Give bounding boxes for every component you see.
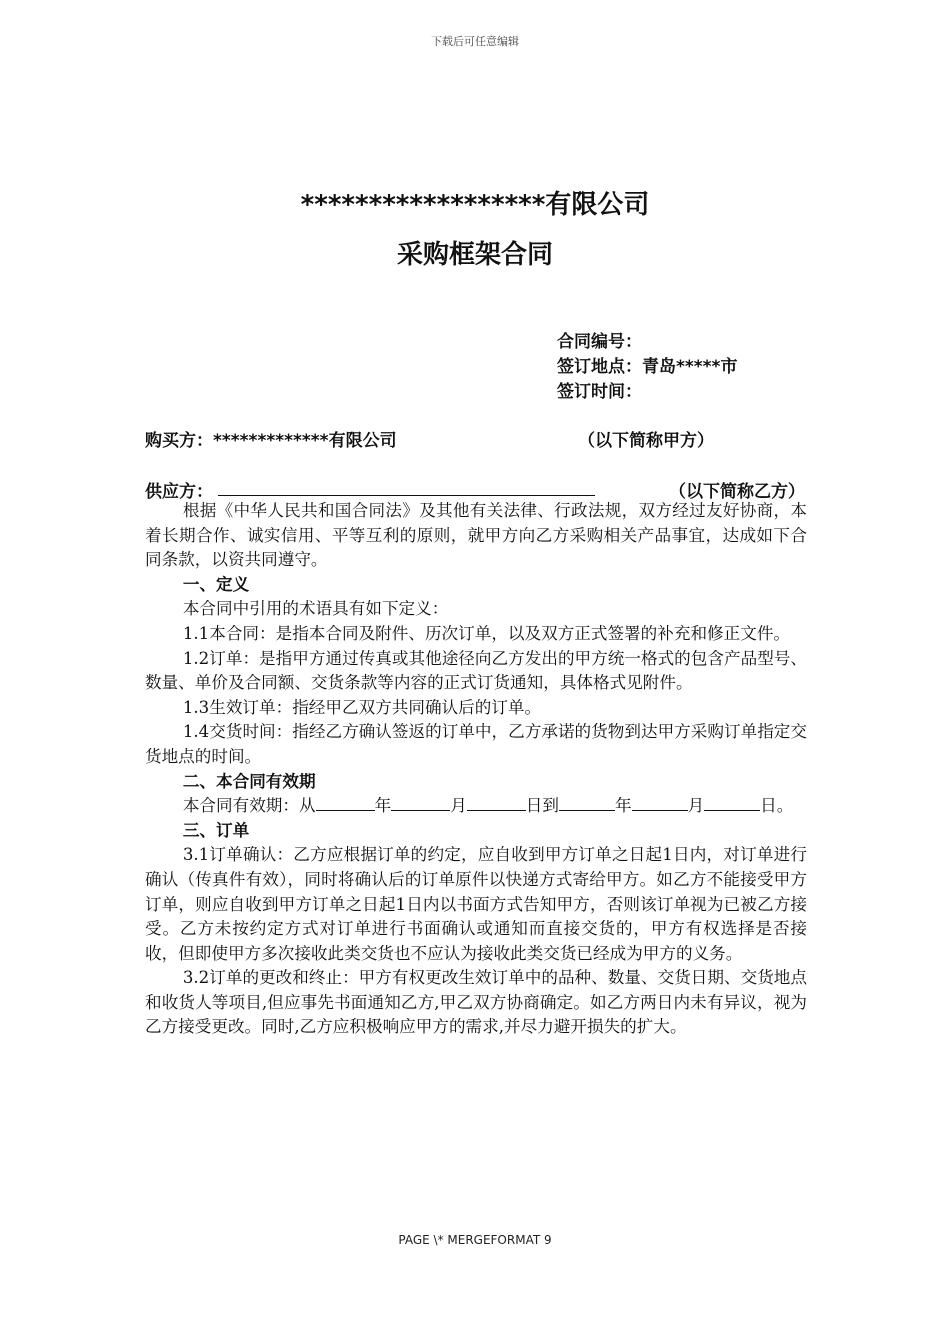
buyer-line (145, 426, 805, 450)
contract-number: 合同编号： (557, 332, 642, 352)
header-note: 下载后可任意编辑 (431, 35, 519, 48)
end-day-blank (704, 794, 760, 811)
supplier-label: 供应方： (145, 482, 213, 502)
month-label: 月 (687, 796, 705, 816)
year-label: 年 (374, 796, 392, 816)
page-footer: PAGE \* MERGEFORMAT 9 (398, 1233, 552, 1247)
section-1-intro: 本合同中引用的术语具有如下定义： (182, 599, 449, 619)
company-title: ******************有限公司 (300, 190, 650, 220)
start-day-blank (467, 794, 526, 811)
contract-title: 采购框架合同 (396, 240, 553, 270)
month-label: 月 (450, 796, 467, 816)
section-3-heading: 三、订单 (182, 820, 250, 840)
clause-3-2: 3.2订单的更改和终止：甲方有权更改生效订单中的品种、数量、交货日期、交货地点和收货人等项目,但应事先书面通知乙方,甲乙双方协商确定。如乙方两日内未有异议，视为乙方接受更改。同时,乙方应积极响应甲方的需求,并尽力避开损失的扩大。 (145, 968, 807, 1037)
buyer-ref: （以下简称甲方） (578, 431, 714, 451)
start-month-blank (391, 794, 450, 811)
validity-paragraph (145, 794, 807, 819)
year-label: 年 (614, 796, 632, 816)
clause-3-1: 3.1订单确认：乙方应根据订单的约定，应自收到甲方订单之日起1日内，对订单进行确认（传真件有效），同时将确认后的订单原件以快递方式寄给甲方。如乙方不能接受甲方订单，则应自收到甲方订单之日起1日内以书面方式告知甲方，否则该订单视为已被乙方接受。乙方未按约定方式对订单进行书面确认或通知而直接交货的，甲方有权选择是否接收，但即使甲方多次接收此类交货也不应认为接收此类交货已经成为甲方的义务。 (145, 845, 807, 963)
intro-paragraph: 根据《中华人民共和国合同法》及其他有关法律、行政法规，双方经过友好协商，本着长期合作、诚实信用、平等互利的原则，就甲方向乙方采购相关产品事宜，达成如下合同条款，以资共同遵守。 (145, 501, 807, 570)
section-2-heading: 二、本合同有效期 (182, 771, 316, 791)
day-to-label: 日到 (525, 796, 559, 816)
start-year-blank (316, 794, 375, 811)
supplier-ref: （以下简称乙方） (669, 482, 805, 502)
end-month-blank (632, 794, 688, 811)
clause-1-2: 1.2订单：是指甲方通过传真或其他途径向乙方发出的甲方统一格式的包含产品型号、数量、单价及合同额、交货条款等内容的正式订货通知，具体格式见附件。 (145, 648, 807, 693)
section-1-heading: 一、定义 (182, 574, 250, 594)
signing-time: 签订时间： (557, 382, 642, 402)
signing-place: 签订地点：青岛*****市 (557, 357, 738, 377)
buyer-label: 购买方：*************有限公司 (145, 431, 397, 451)
supplier-line (145, 477, 805, 501)
contract-body (145, 499, 807, 1040)
clause-1-4: 1.4交货时间：指经乙方确认签返的订单中，乙方承诺的货物到达甲方采购订单指定交货地点的时间。 (145, 722, 807, 766)
clause-1-1: 1.1本合同：是指本合同及附件、历次订单，以及双方正式签署的补充和修正文件。 (182, 623, 791, 643)
clause-1-3: 1.3生效订单：指经甲乙双方共同确认后的订单。 (182, 697, 542, 717)
validity-lead: 本合同有效期：从 (182, 796, 316, 816)
end-year-blank (559, 794, 615, 811)
end-label: 日。 (760, 796, 794, 816)
supplier-blank (218, 495, 595, 496)
